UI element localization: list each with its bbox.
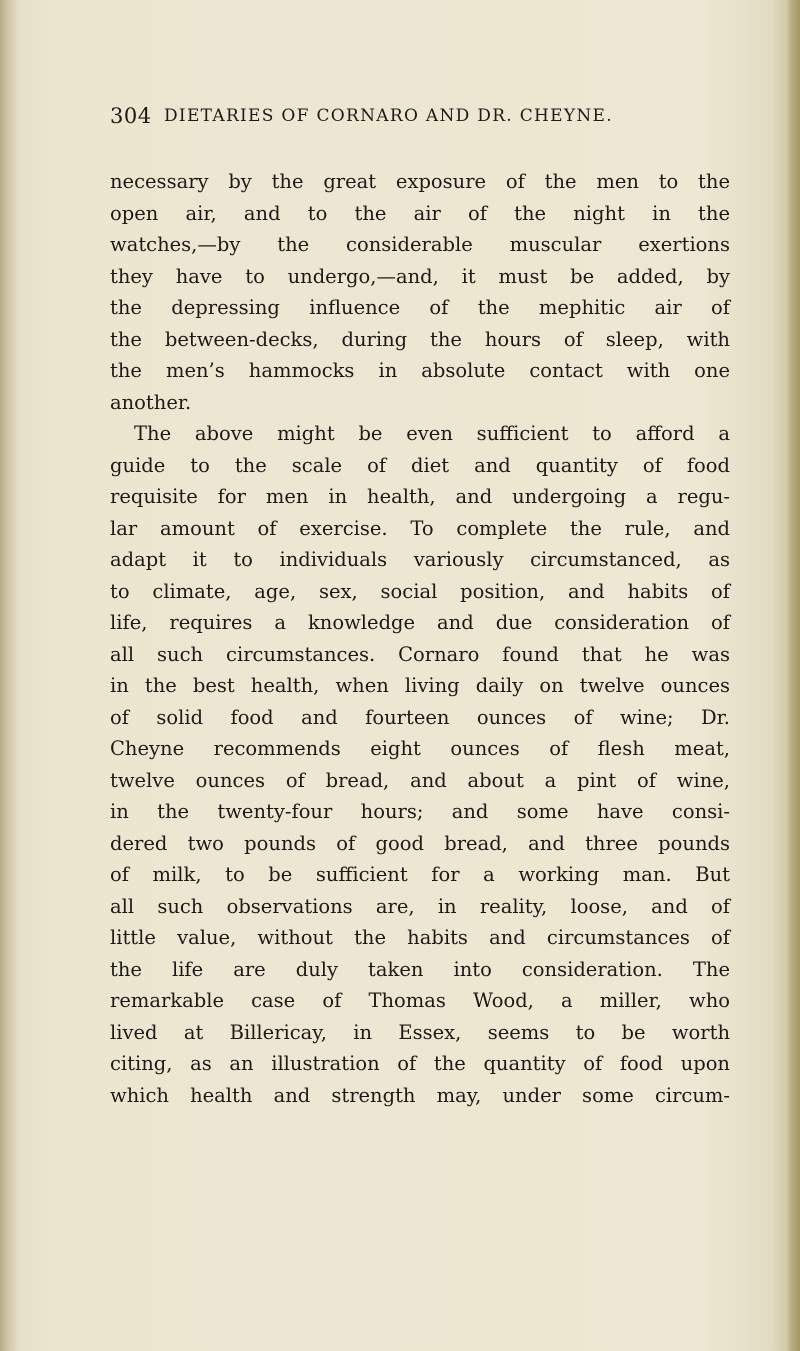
text-line: the men’s hammocks in absolute contact with one: [110, 359, 730, 382]
text-line: another.: [110, 390, 192, 414]
text-line: The above might be even sufficient to afford a: [134, 422, 730, 445]
text-line: the life are duly taken into consideration. The: [110, 957, 730, 981]
text-line: in the twenty-four hours; and some have consi-: [110, 800, 730, 823]
text-line: watches,—by the considerable muscular exertions: [110, 233, 730, 256]
text-line: necessary by the great exposure of the men to the: [110, 170, 730, 193]
text-line: life, requires a knowledge and due consideration of: [110, 611, 730, 634]
text-line: adapt it to individuals variously circumstanced, as: [110, 548, 730, 571]
text-line: all such circumstances. Cornaro found that he was: [110, 642, 730, 666]
text-line: lived at Billericay, in Essex, seems to be worth: [110, 1020, 730, 1044]
running-title: DIETARIES OF CORNARO AND DR. CHEYNE.: [164, 106, 613, 126]
running-header: [110, 104, 710, 134]
text-line: the between-decks, during the hours of sleep, with: [110, 327, 730, 351]
text-line: of solid food and fourteen ounces of wine; Dr.: [110, 705, 730, 729]
text-line: guide to the scale of diet and quantity of food: [110, 453, 730, 477]
body-text: [110, 166, 730, 1111]
text-line: the depressing influence of the mephitic air of: [110, 296, 730, 319]
text-line: they have to undergo,—and, it must be added, by: [110, 264, 730, 288]
text-line: little value, without the habits and circumstances of: [110, 926, 730, 949]
text-line: Cheyne recommends eight ounces of flesh meat,: [110, 737, 730, 760]
text-line: requisite for men in health, and undergoing a regu-: [110, 485, 730, 508]
text-line: twelve ounces of bread, and about a pint of wine,: [110, 768, 730, 792]
page-edge: [786, 0, 800, 1351]
text-line: which health and strength may, under some circum-: [110, 1083, 730, 1107]
text-line: all such observations are, in reality, loose, and of: [110, 894, 730, 918]
text-line: in the best health, when living daily on twelve ounces: [110, 674, 730, 697]
text-line: to climate, age, sex, social position, and habits of: [110, 579, 730, 603]
text-line: of milk, to be sufficient for a working man. But: [110, 863, 730, 886]
page-number: 304: [110, 104, 152, 128]
text-line: open air, and to the air of the night in the: [110, 201, 730, 225]
text-line: citing, as an illustration of the quantity of food upon: [110, 1052, 730, 1075]
text-line: dered two pounds of good bread, and three pounds: [110, 831, 730, 855]
text-line: remarkable case of Thomas Wood, a miller, who: [110, 989, 730, 1012]
gutter-shadow: [0, 0, 18, 1351]
text-line: lar amount of exercise. To complete the rule, and: [110, 516, 730, 540]
